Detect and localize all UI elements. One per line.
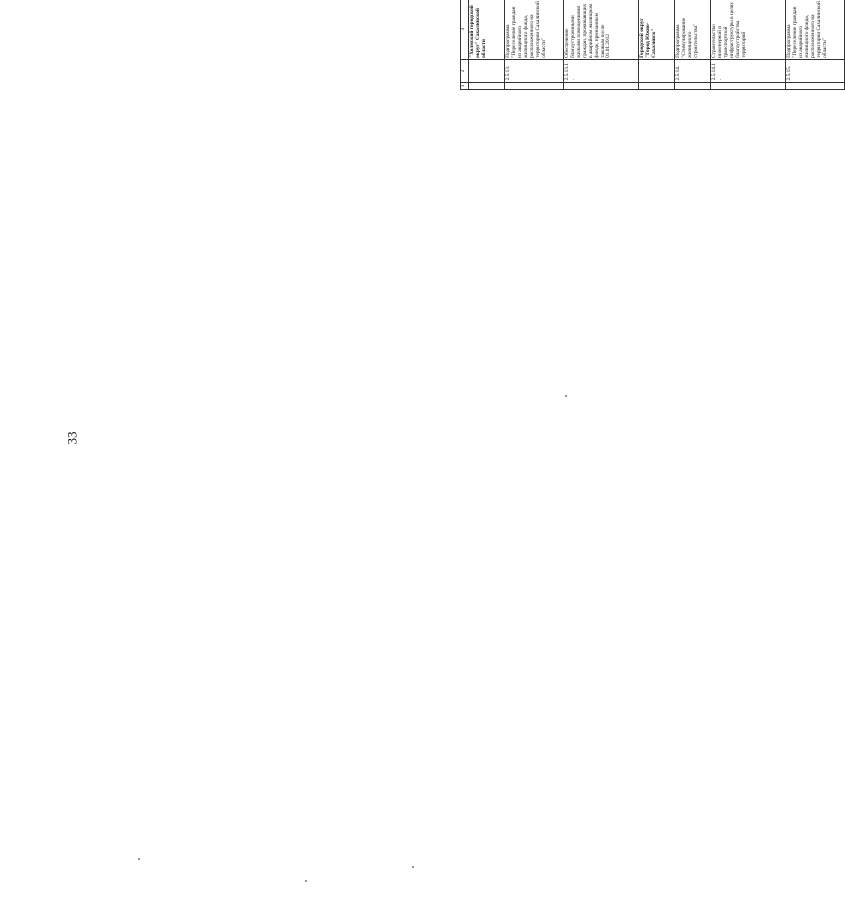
- table-cell: [505, 82, 564, 89]
- page-number: 33: [64, 431, 80, 445]
- table-row: [639, 0, 675, 90]
- table-row: [564, 0, 639, 90]
- table-row: [711, 0, 786, 90]
- table-cell: 2.5.14.: [675, 60, 711, 83]
- table-cell: "Холмский городской округ" Сахалинской области: [469, 0, 505, 60]
- budget-table: [460, 0, 845, 90]
- scan-speck: [305, 880, 307, 882]
- table-cell: [639, 60, 675, 83]
- table-cell: 2.5.13.1.: [564, 60, 639, 83]
- rotated-table-wrapper: [460, 0, 835, 90]
- table-row: [505, 0, 564, 90]
- header-row: [461, 0, 469, 90]
- table-cell: Обеспечение благоустроенными жилыми помещениями граждан, проживающих в аварийном жилищном фонде, признанным таковым после 01.01.2012: [564, 0, 639, 60]
- table-cell: Строительство инженерной и транспортной инфраструктуры в целях благоустройства территорий: [711, 0, 786, 60]
- table-cell: 2.5.15.: [786, 60, 845, 83]
- scan-speck: [138, 858, 140, 860]
- table-cell: Подпрограмма "Стимулирование жилищного строительства": [675, 0, 711, 60]
- table-cell: Подпрограмма "Переселение граждан из аварийного жилищного фонда, расположенного на территории Сахалинской области": [786, 0, 845, 60]
- table-cell: [564, 82, 639, 89]
- table-cell: Подпрограмма "Переселение граждан из аварийного жилищного фонда, расположенного на территории Сахалинской области": [505, 0, 564, 60]
- scan-speck: [565, 395, 567, 397]
- scan-speck: [412, 866, 414, 868]
- column-header: 2: [461, 60, 469, 83]
- table-cell: [469, 82, 505, 89]
- table-cell: 2.5.13.: [505, 60, 564, 83]
- table-cell: [469, 60, 505, 83]
- table-cell: [675, 82, 711, 89]
- table-cell: [639, 82, 675, 89]
- column-header: 3: [461, 0, 469, 60]
- table-row: [469, 0, 505, 90]
- table-cell: Городской округ "Город Южно-Сахалинск": [639, 0, 675, 60]
- table-row: [786, 0, 845, 90]
- table-body: [469, 0, 845, 90]
- table-row: [675, 0, 711, 90]
- table-cell: 2.5.14.1.: [711, 60, 786, 83]
- table-cell: [711, 82, 786, 89]
- column-header: 1: [461, 82, 469, 89]
- table-cell: [786, 82, 845, 89]
